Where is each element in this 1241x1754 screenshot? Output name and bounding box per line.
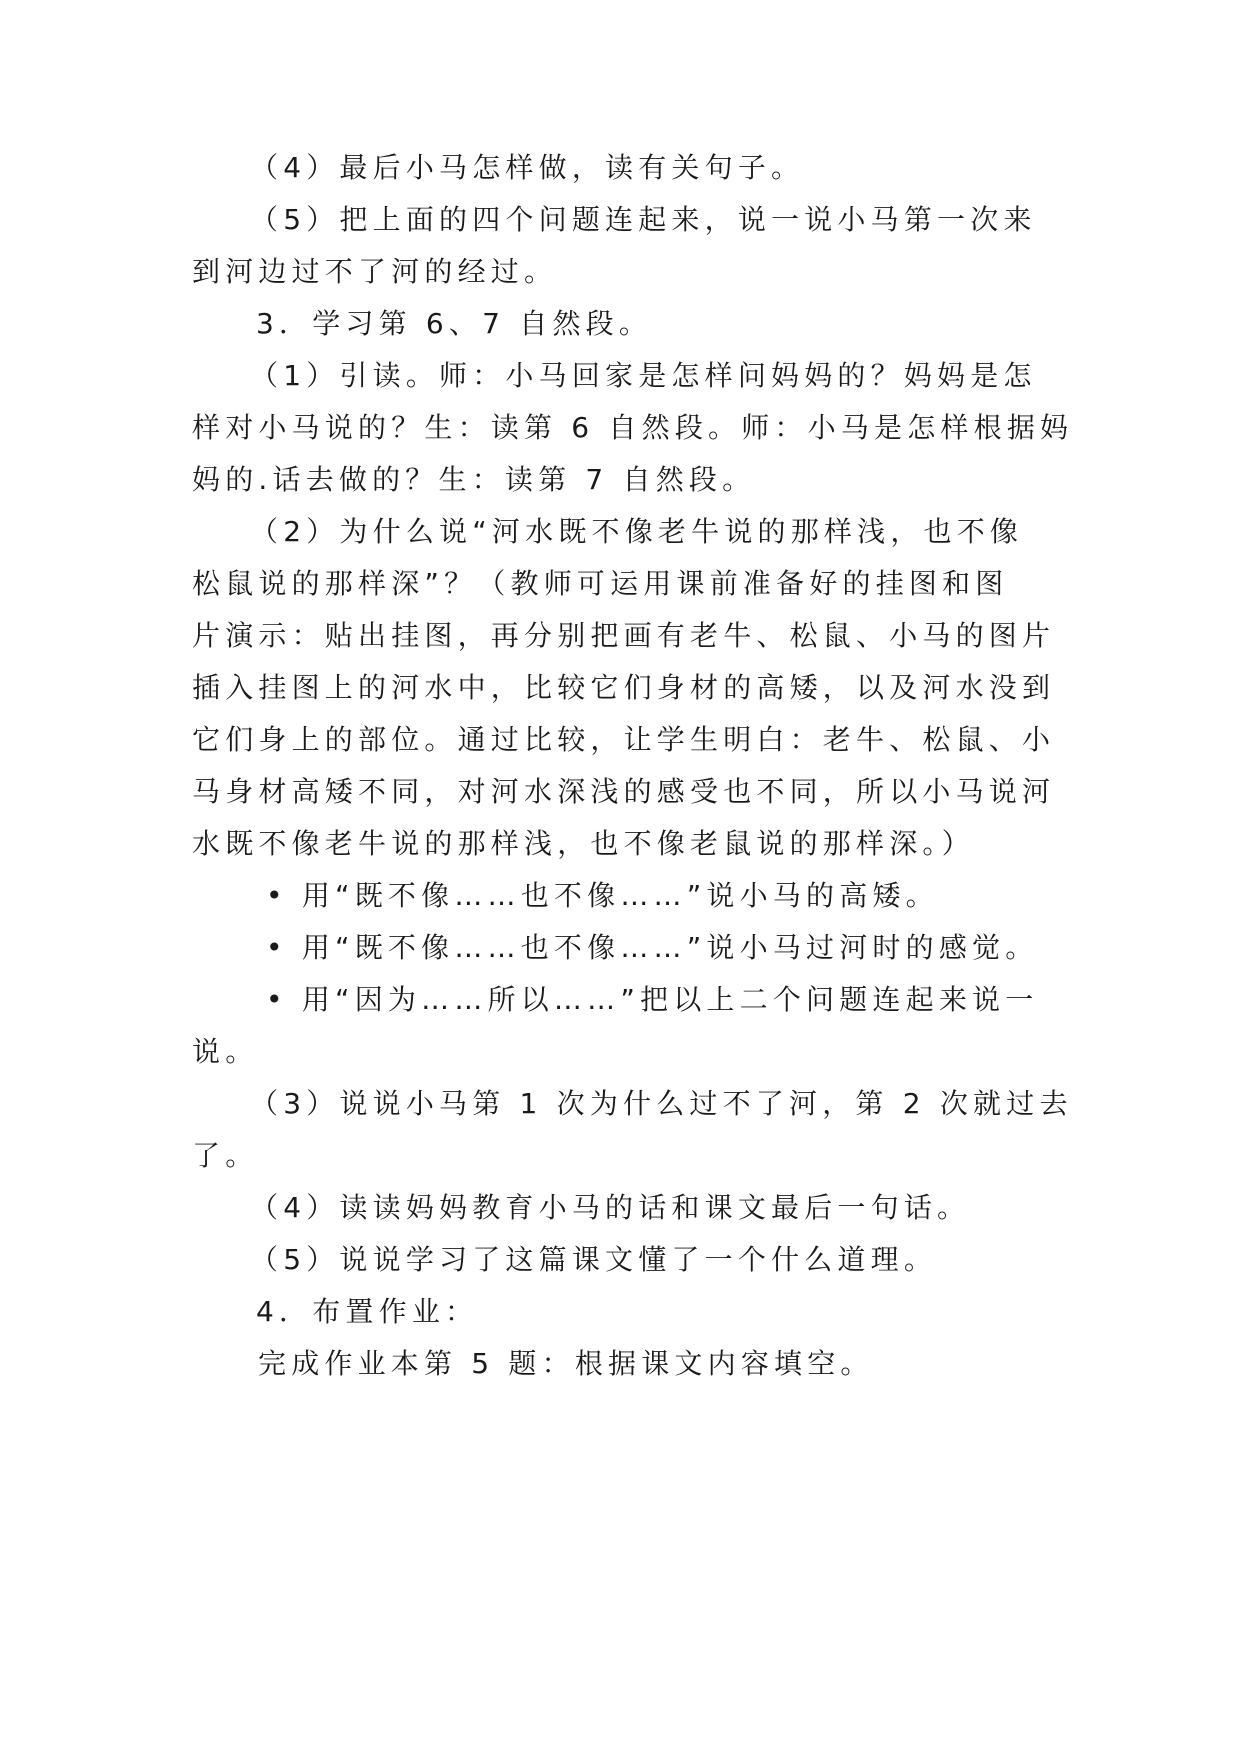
section-3-item-5-line: （5）说说学习了这篇课文懂了一个什么道理。 <box>250 1243 938 1276</box>
homework-line: 完成作业本第 5 题：根据课文内容填空。 <box>258 1347 874 1380</box>
step-4-line: （4）最后小马怎样做，读有关句子。 <box>250 151 805 184</box>
section-3-heading: 3．学习第 6、7 自然段。 <box>256 307 653 340</box>
bullet-item-1: • 用“既不像……也不像……”说小马的高矮。 <box>266 879 939 912</box>
section-3-item-3-line-1: （3）说说小马第 1 次为什么过不了河，第 2 次就过去 <box>250 1087 1073 1120</box>
section-3-item-2-line-2: 松鼠说的那样深”？（教师可运用课前准备好的挂图和图 <box>192 567 1009 600</box>
step-5-line-1: （5）把上面的四个问题连起来，说一说小马第一次来 <box>250 203 1037 236</box>
section-3-item-2-line-3: 片演示：贴出挂图，再分别把画有老牛、松鼠、小马的图片 <box>192 619 1056 652</box>
section-3-item-1-line-2: 样对小马说的？生：读第 6 自然段。师：小马是怎样根据妈 <box>192 411 1074 444</box>
section-3-item-2-line-6: 马身材高矮不同，对河水深浅的感受也不同，所以小马说河 <box>192 775 1056 808</box>
bullet-item-3-line-2: 说。 <box>192 1035 259 1068</box>
section-3-item-2-line-7: 水既不像老牛说的那样浅，也不像老鼠说的那样深。） <box>192 827 975 860</box>
bullet-item-3-line-1: • 用“因为……所以……”把以上二个问题连起来说一 <box>266 983 1039 1016</box>
section-3-item-2-line-1: （2）为什么说“河水既不像老牛说的那样浅，也不像 <box>250 515 1024 548</box>
section-3-item-1-line-1: （1）引读。师：小马回家是怎样问妈妈的？妈妈是怎 <box>250 359 1037 392</box>
section-3-item-2-line-5: 它们身上的部位。通过比较，让学生明白：老牛、松鼠、小 <box>192 723 1056 756</box>
bullet-item-2: • 用“既不像……也不像……”说小马过河时的感觉。 <box>266 931 1039 964</box>
section-3-item-2-line-4: 插入挂图上的河水中，比较它们身材的高矮，以及河水没到 <box>192 671 1056 704</box>
section-3-item-3-line-2: 了。 <box>192 1139 259 1172</box>
step-5-line-2: 到河边过不了河的经过。 <box>192 255 558 288</box>
section-4-heading: 4．布置作业： <box>256 1295 479 1328</box>
section-3-item-4-line: （4）读读妈妈教育小马的话和课文最后一句话。 <box>250 1191 971 1224</box>
section-3-item-1-line-3: 妈的.话去做的？生：读第 7 自然段。 <box>192 463 756 496</box>
